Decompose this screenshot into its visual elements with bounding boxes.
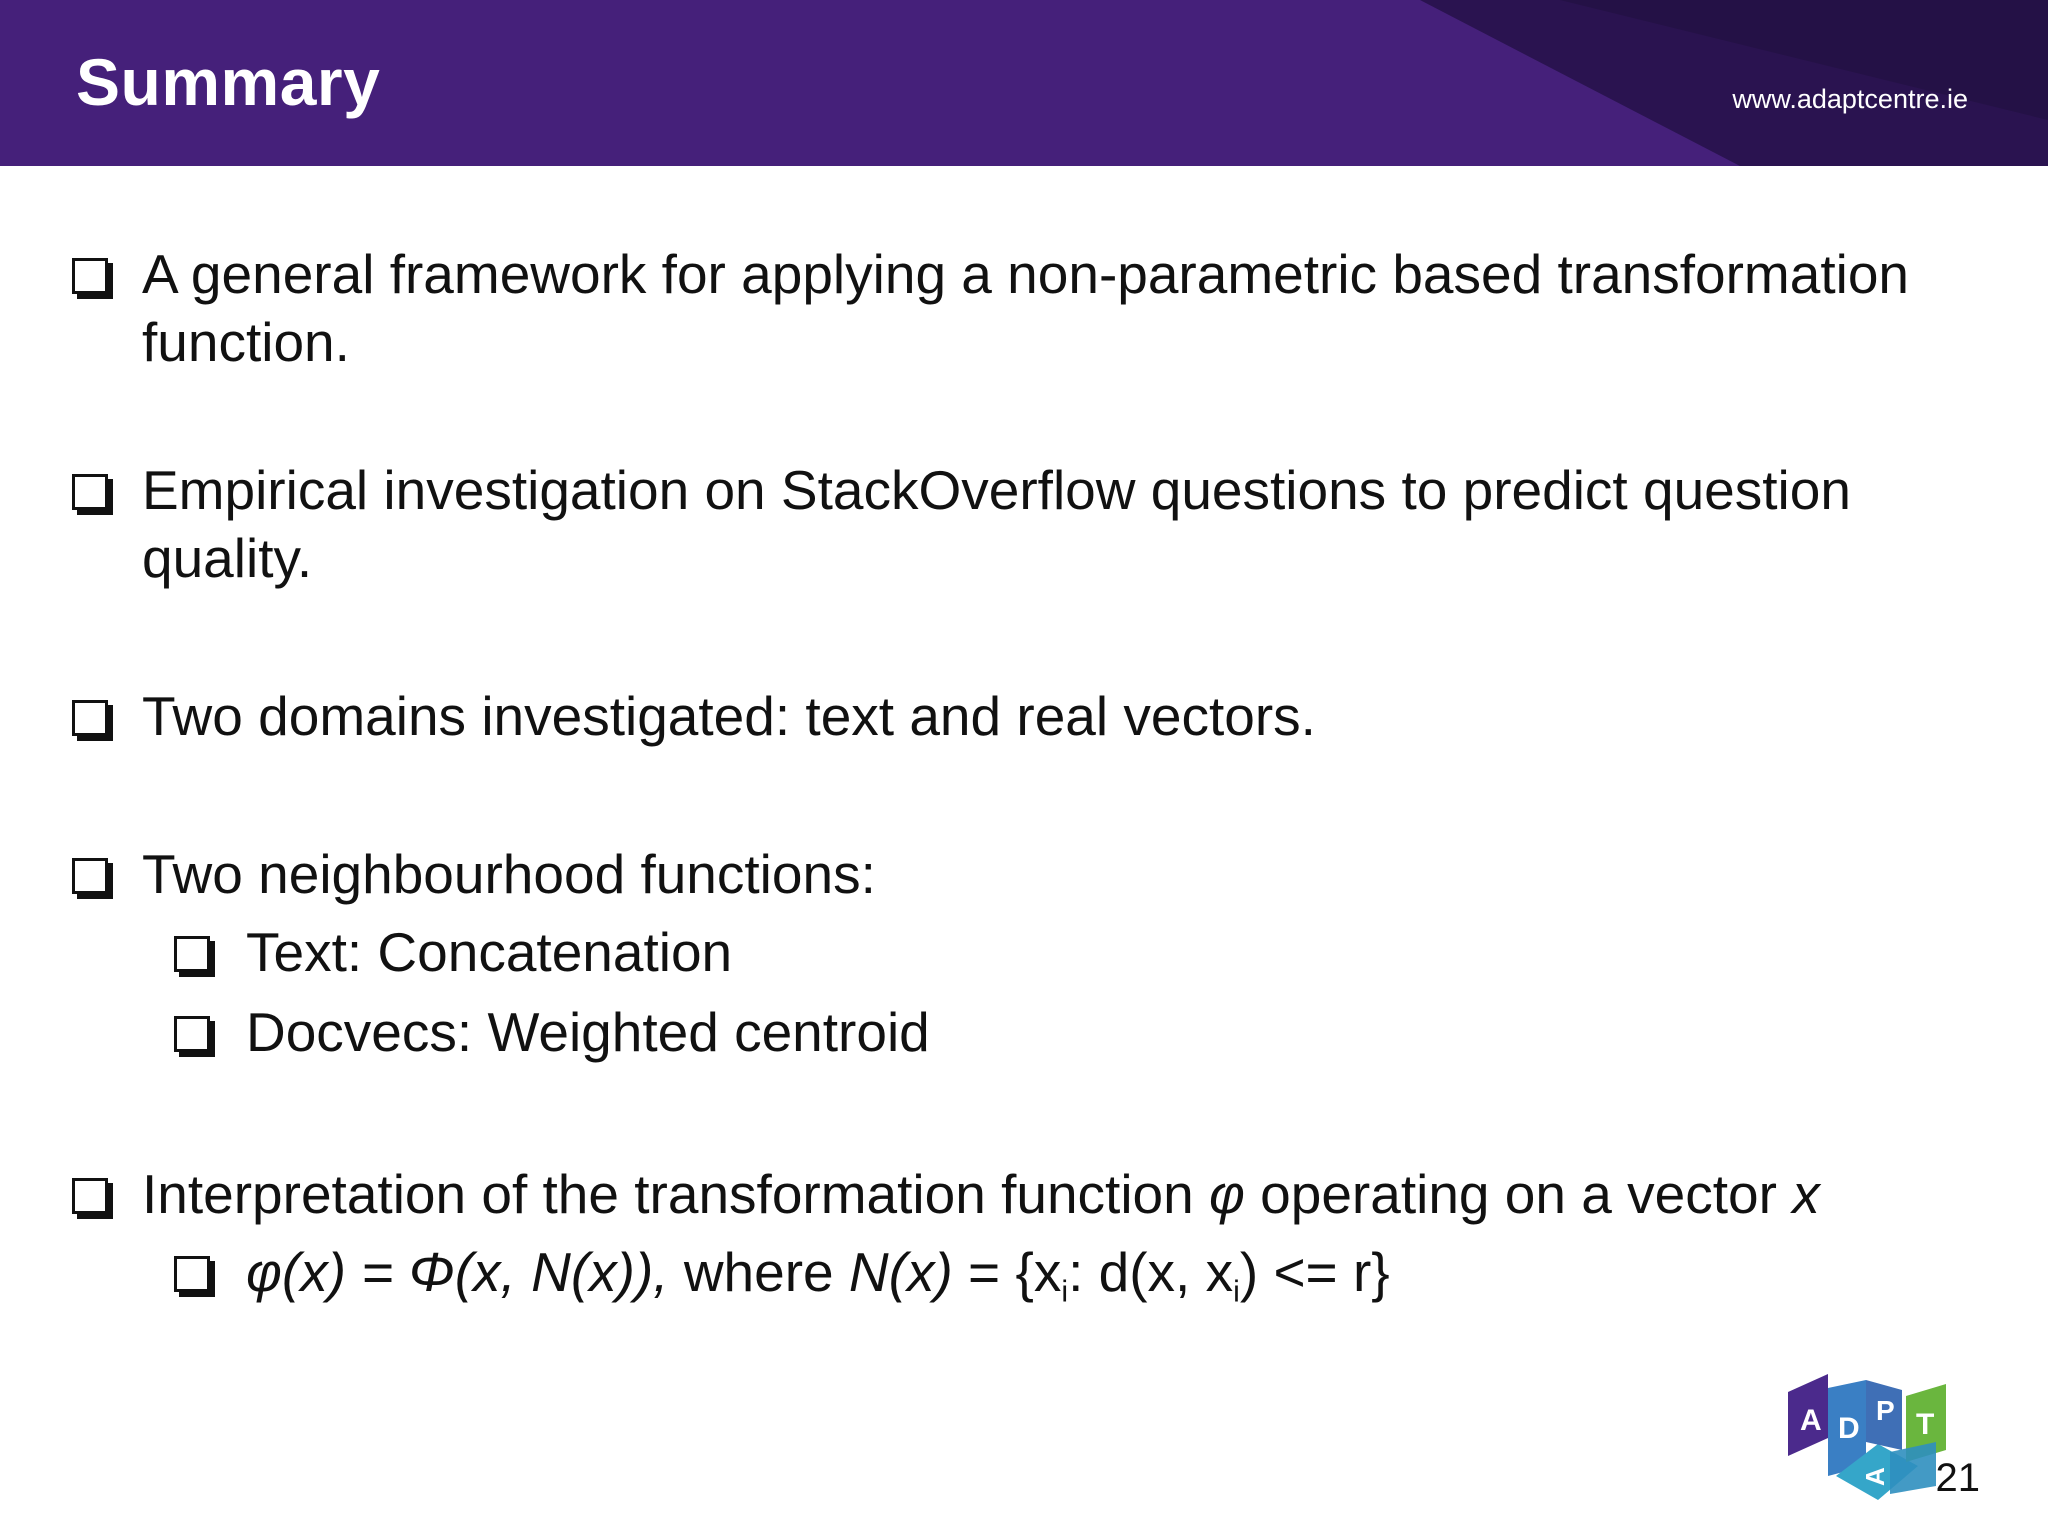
logo-letter-t: T <box>1916 1408 1935 1441</box>
checkbox-bullet-icon <box>174 936 210 972</box>
formula-set-close: ) <= r} <box>1239 1241 1390 1303</box>
website-url: www.adaptcentre.ie <box>1732 84 1968 114</box>
formula-subscript: i <box>1061 1275 1069 1309</box>
bullet-3 <box>70 682 1990 750</box>
checkbox-bullet-icon <box>72 474 108 510</box>
formula <box>246 1241 1390 1309</box>
logo-letter-d: D <box>1838 1412 1860 1445</box>
checkbox-bullet-icon <box>72 858 108 894</box>
bullet-4-sub-2-text: Docvecs: Weighted centroid <box>246 1001 930 1063</box>
bullet-4 <box>70 840 1990 1066</box>
bullet-1 <box>70 240 1990 376</box>
checkbox-bullet-icon <box>174 1016 210 1052</box>
formula-nx: N(x) <box>848 1241 953 1303</box>
formula-subscript: i <box>1233 1275 1240 1309</box>
header-bar <box>0 0 2048 166</box>
vector-x-symbol: x <box>1792 1163 1820 1225</box>
bullet-5-text: Interpretation of the transformation function <box>142 1163 1209 1225</box>
bullet-4-text: Two neighbourhood functions: <box>142 843 876 905</box>
checkbox-bullet-icon <box>72 700 108 736</box>
checkbox-bullet-icon <box>174 1256 210 1292</box>
logo-letter-a1: A <box>1800 1404 1822 1437</box>
logo-letter-p: P <box>1876 1395 1895 1426</box>
bullet-2 <box>70 456 1990 592</box>
bullet-4-sub-1-text: Text: Concatenation <box>246 921 733 983</box>
bullet-3-text: Two domains investigated: text and real vectors. <box>142 685 1316 747</box>
checkbox-bullet-icon <box>72 258 108 294</box>
formula-where: where <box>668 1241 849 1303</box>
bullet-1-text: A general framework for applying a non-parametric based transformation function. <box>142 243 1910 373</box>
phi-symbol: φ <box>1209 1163 1245 1225</box>
bullet-2-text: Empirical investigation on StackOverflow questions to predict question quality. <box>142 459 1851 589</box>
formula-set-mid: : d(x, x <box>1068 1241 1234 1303</box>
page-number: 21 <box>1935 1456 1980 1500</box>
formula-set-open: = {x <box>952 1241 1062 1303</box>
checkbox-bullet-icon <box>72 1178 108 1214</box>
slide-title: Summary <box>76 45 381 119</box>
logo-letter-a2: A <box>1860 1467 1890 1486</box>
bullet-5-mid-text: operating on a vector <box>1244 1163 1793 1225</box>
formula-lhs: φ(x) = Φ(x, N(x)), <box>246 1241 669 1303</box>
bullet-5 <box>70 1160 1990 1309</box>
